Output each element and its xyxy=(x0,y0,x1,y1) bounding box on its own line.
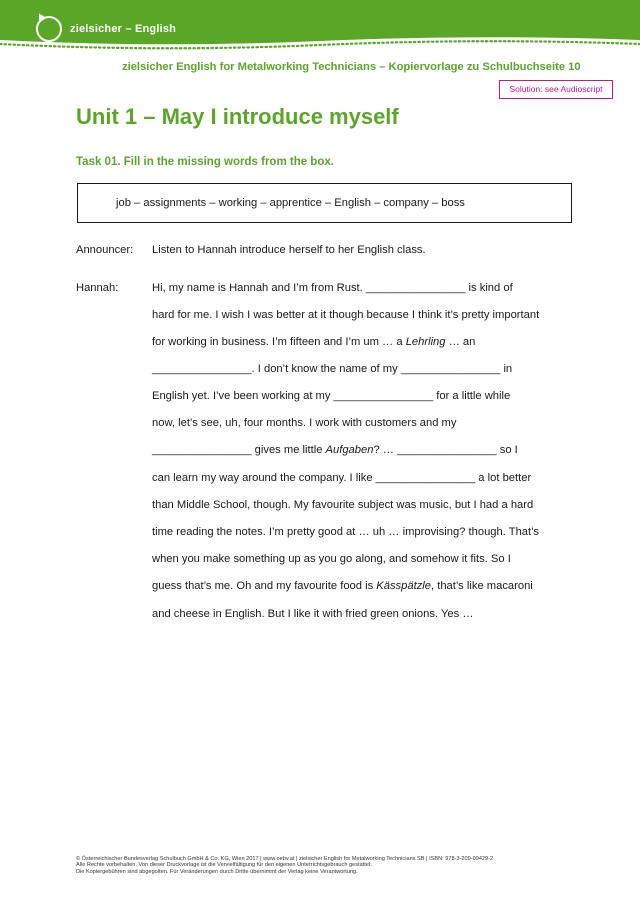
unit-title: Unit 1 – May I introduce myself xyxy=(76,104,399,129)
hannah-line: guess that’s me. Oh and my favourite food is Kässpätzle, that’s like macaroni xyxy=(152,580,533,592)
hannah-label: Hannah: xyxy=(76,282,119,294)
hannah-line: Hi, my name is Hannah and I’m from Rust. ________________ is kind of xyxy=(152,282,513,294)
german-word: Lehrling xyxy=(405,336,446,348)
brand-name: zielsicher – English xyxy=(70,23,177,35)
footer-line: Die Kopiergebühren sind abgegolten. Für Veränderungen durch Dritte übernimmt der Verlag keine Verantwortung. xyxy=(76,868,358,875)
hannah-line: English yet. I’ve been working at my ________________ for a little while xyxy=(152,390,511,402)
solution-note: Solution: see Audioscript xyxy=(499,80,613,99)
word-box-text: job – assignments – working – apprentice – English – company – boss xyxy=(116,197,465,209)
hannah-line: ________________ gives me little Aufgaben? … ________________ so I xyxy=(152,444,518,456)
series-line: zielsicher English for Metalworking Technicians – Kopiervorlage zu Schulbuchseite 10 xyxy=(122,61,581,73)
footer-line: Alle Rechte vorbehalten. Von dieser Druckvorlage ist die Vervielfältigung für den eigenen Unterrichtsgebrauch gestattet. xyxy=(76,862,373,869)
footer-line: © Österreichischer Bundesverlag Schulbuch GmbH & Co. KG, Wien 2017 | www.oebv.at | zielsicher English for Metalworking Technicians SB | ISBN: 978-3-209-09429-2 xyxy=(76,856,494,862)
hannah-line: and cheese in English. But I like it with fried green onions. Yes … xyxy=(152,608,474,620)
hannah-line: than Middle School, though. My favourite subject was music, but I had a hard xyxy=(152,499,534,511)
hannah-line: for working in business. I’m fifteen and I’m um … a Lehrling … an xyxy=(152,336,476,348)
german-word: Aufgaben xyxy=(325,444,374,456)
footer xyxy=(76,856,576,875)
hannah-line: now, let’s see, uh, four months. I work with customers and my xyxy=(152,417,457,429)
hannah-line: ________________. I don’t know the name of my ________________ in xyxy=(152,363,513,375)
hannah-line: when you make something up as you go along, and somehow it fits. So I xyxy=(152,553,511,565)
hannah-line: hard for me. I wish I was better at it though because I think it’s pretty important xyxy=(152,309,540,321)
announcer-label: Announcer: xyxy=(76,244,134,256)
word-box xyxy=(77,183,572,223)
play-icon xyxy=(36,16,62,42)
hannah-line: time reading the notes. I’m pretty good at … uh … improvising? though. That’s xyxy=(152,526,540,538)
german-word: Kässpätzle xyxy=(376,580,432,592)
brand xyxy=(36,12,176,46)
task-heading: Task 01. Fill in the missing words from the box. xyxy=(76,156,334,168)
announcer-text: Listen to Hannah introduce herself to her English class. xyxy=(152,244,426,256)
hannah-line: can learn my way around the company. I like ________________ a lot better xyxy=(152,472,532,484)
header-banner xyxy=(0,0,640,52)
